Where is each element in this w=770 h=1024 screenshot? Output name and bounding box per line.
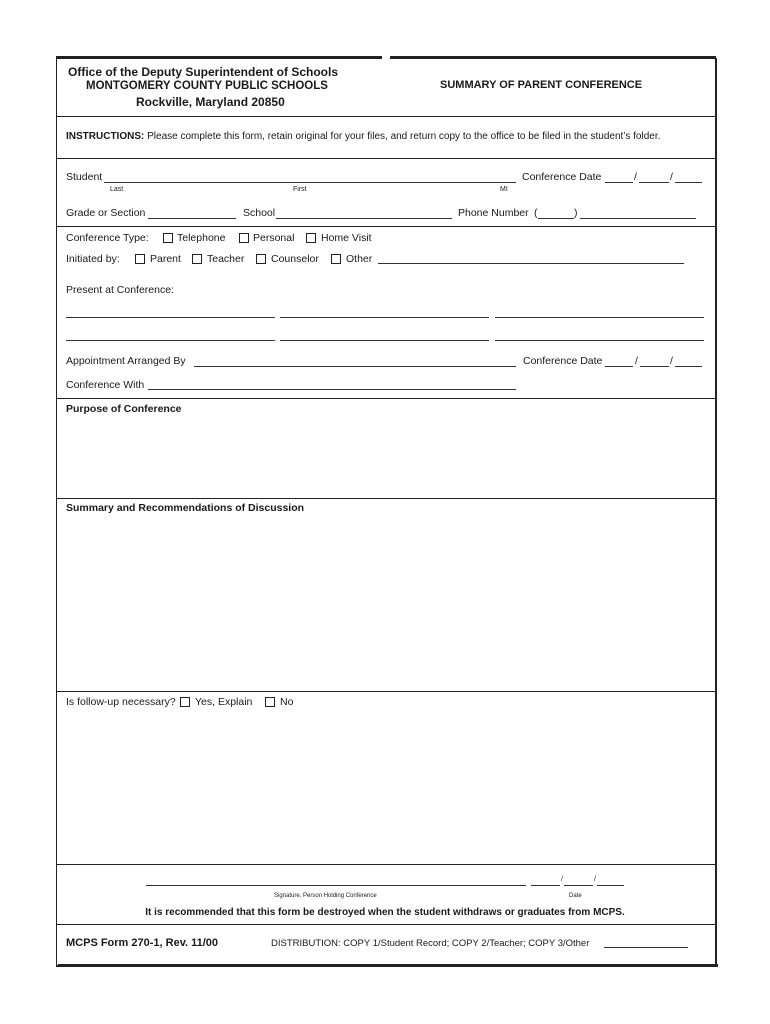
school-field[interactable] <box>276 218 452 219</box>
form-title: SUMMARY OF PARENT CONFERENCE <box>440 79 643 91</box>
grade-field[interactable] <box>148 218 236 219</box>
grade-divider <box>57 226 715 227</box>
initiated-by-label: Initiated by: <box>66 253 120 265</box>
phone-number-field[interactable] <box>580 218 696 219</box>
bottom-shadow <box>58 964 718 967</box>
telephone-label: Telephone <box>177 232 226 244</box>
signature-caption: Signature, Person Holding Conference <box>274 893 377 899</box>
conf-date-sep-2a: / <box>635 355 638 367</box>
sig-date-day[interactable] <box>564 885 593 886</box>
summary-divider <box>57 691 715 692</box>
followup-yes-checkbox[interactable] <box>180 697 190 707</box>
grade-label: Grade or Section <box>66 207 146 219</box>
other-field[interactable] <box>378 263 684 264</box>
summary-heading: Summary and Recommendations of Discussion <box>66 502 305 514</box>
conf-date-sep-1a: / <box>634 171 637 183</box>
student-sub-first: First <box>293 186 307 193</box>
instructions-label: INSTRUCTIONS: <box>66 131 145 142</box>
instructions <box>66 132 660 142</box>
instructions-text: Please complete this form, retain original for your files, and return copy to the office to be filed in the student’s folder. <box>147 131 661 142</box>
present-field-4[interactable] <box>66 340 275 341</box>
purpose-divider <box>57 498 715 499</box>
present-field-5[interactable] <box>280 340 489 341</box>
teacher-label: Teacher <box>207 253 245 265</box>
appointment-field[interactable] <box>194 366 516 367</box>
present-label: Present at Conference: <box>66 284 174 296</box>
summary-textarea[interactable] <box>60 518 710 688</box>
present-field-1[interactable] <box>66 317 275 318</box>
phone-close-paren: ) <box>574 207 578 219</box>
phone-open-paren: ( <box>534 207 538 219</box>
conf-date-month-2[interactable] <box>605 366 633 367</box>
followup-label: Is follow-up necessary? <box>66 696 176 708</box>
signature-field[interactable] <box>146 885 526 886</box>
student-sub-last: Last <box>110 186 124 193</box>
conf-date-day-1[interactable] <box>639 182 669 183</box>
parent-label: Parent <box>150 253 181 265</box>
office-line-2: MONTGOMERY COUNTY PUBLIC SCHOOLS <box>86 80 328 92</box>
distribution-text: DISTRIBUTION: COPY 1/Student Record; COPY 2/Teacher; COPY 3/Other <box>271 938 590 949</box>
conf-date-day-2[interactable] <box>640 366 669 367</box>
instructions-divider <box>57 158 715 159</box>
student-sub-mi: MI <box>500 186 508 193</box>
telephone-checkbox[interactable] <box>163 233 173 243</box>
phone-label: Phone Number <box>458 207 529 219</box>
parent-checkbox[interactable] <box>135 254 145 264</box>
appointment-label: Appointment Arranged By <box>66 355 186 367</box>
conf-date-month-1[interactable] <box>605 182 633 183</box>
home-visit-checkbox[interactable] <box>306 233 316 243</box>
followup-no-label: No <box>280 696 294 708</box>
header-divider <box>57 116 715 117</box>
sig-date-sep-b: / <box>594 876 596 883</box>
sig-date-month[interactable] <box>531 885 560 886</box>
purpose-heading: Purpose of Conference <box>66 403 182 415</box>
followup-textarea[interactable] <box>60 712 710 860</box>
present-field-3[interactable] <box>495 317 704 318</box>
distribution-other-field[interactable] <box>604 947 688 948</box>
home-visit-label: Home Visit <box>321 232 372 244</box>
school-label: School <box>243 207 276 219</box>
student-name-field[interactable] <box>104 182 516 183</box>
office-line-1: Office of the Deputy Superintendent of Schools <box>68 65 339 79</box>
sig-date-year[interactable] <box>597 885 624 886</box>
counselor-checkbox[interactable] <box>256 254 266 264</box>
student-label: Student <box>66 171 103 183</box>
followup-divider <box>57 864 715 865</box>
recommendation-divider <box>57 924 715 925</box>
conference-type-label: Conference Type: <box>66 232 149 244</box>
conf-date-label-1: Conference Date <box>522 171 602 183</box>
phone-area-field[interactable] <box>538 218 574 219</box>
purpose-textarea[interactable] <box>60 418 710 496</box>
conf-date-year-1[interactable] <box>675 182 702 183</box>
other-checkbox[interactable] <box>331 254 341 264</box>
conference-with-label: Conference With <box>66 379 145 391</box>
conf-date-sep-1b: / <box>670 171 673 183</box>
recommendation-note: It is recommended that this form be destroyed when the student withdraws or graduates from MCPS. <box>145 907 625 918</box>
signature-date-caption: Date <box>569 893 582 899</box>
other-label: Other <box>346 253 373 265</box>
present-field-2[interactable] <box>280 317 489 318</box>
office-line-3: Rockville, Maryland 20850 <box>136 95 285 109</box>
conf-date-sep-2b: / <box>670 355 673 367</box>
conference-with-field[interactable] <box>148 389 516 390</box>
present-field-6[interactable] <box>495 340 704 341</box>
followup-no-checkbox[interactable] <box>265 697 275 707</box>
teacher-checkbox[interactable] <box>192 254 202 264</box>
conf-date-year-2[interactable] <box>675 366 702 367</box>
personal-checkbox[interactable] <box>239 233 249 243</box>
form-id: MCPS Form 270-1, Rev. 11/00 <box>66 937 219 949</box>
counselor-label: Counselor <box>271 253 319 265</box>
followup-yes-label: Yes, Explain <box>195 696 253 708</box>
personal-label: Personal <box>253 232 295 244</box>
appointment-divider <box>57 398 715 399</box>
conf-date-label-2: Conference Date <box>523 355 603 367</box>
sig-date-sep-a: / <box>561 876 563 883</box>
